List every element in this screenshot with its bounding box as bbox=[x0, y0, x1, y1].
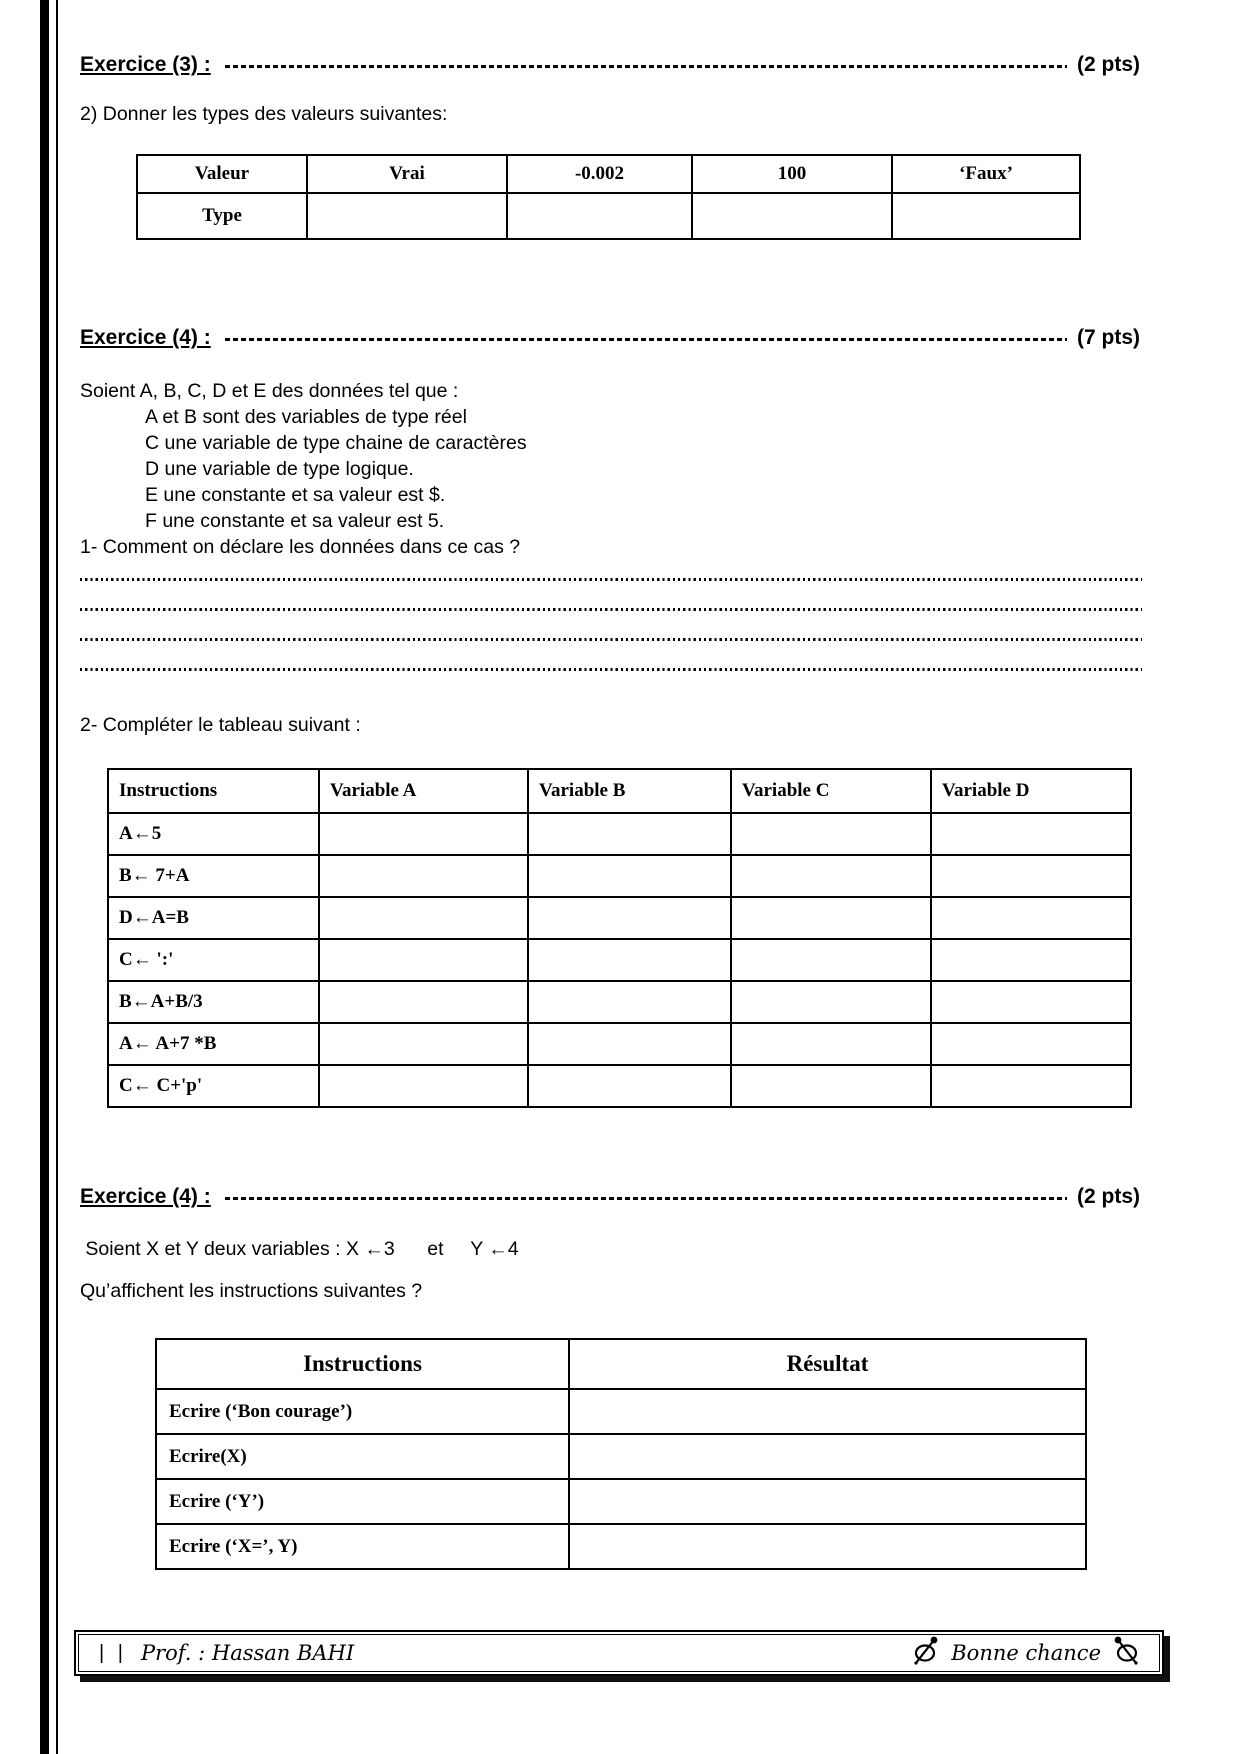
exercise-3-points: (2 pts) bbox=[1077, 53, 1140, 76]
table-row bbox=[156, 1434, 1086, 1479]
instruction-cell: C← ':' bbox=[108, 939, 319, 981]
instruction-cell: Ecrire(X) bbox=[156, 1434, 569, 1479]
instructions-variables-table bbox=[107, 768, 1132, 1108]
answer-cell bbox=[731, 813, 931, 855]
good-luck-text: Bonne chance bbox=[951, 1641, 1101, 1665]
exercise-3-header bbox=[80, 53, 1140, 77]
answer-dotted-line bbox=[80, 608, 1142, 611]
professor-name: Prof. : Hassan BAHI bbox=[140, 1641, 355, 1665]
answer-cell bbox=[931, 855, 1131, 897]
answer-cell bbox=[528, 1023, 731, 1065]
header-cell: 100 bbox=[692, 155, 892, 193]
ex4a-item: A et B sont des variables de type réel bbox=[145, 406, 467, 428]
answer-cell bbox=[931, 1065, 1131, 1107]
dash-separator bbox=[225, 65, 1067, 68]
answer-cell bbox=[319, 981, 528, 1023]
table-row bbox=[156, 1524, 1086, 1569]
exercise-4b-points: (2 pts) bbox=[1077, 1185, 1140, 1208]
footer-box bbox=[74, 1630, 1164, 1676]
exercise-3-title: Exercice (3) : bbox=[80, 53, 211, 76]
instruction-cell: Ecrire (‘Bon courage’) bbox=[156, 1389, 569, 1434]
answer-cell bbox=[319, 1065, 528, 1107]
table-row bbox=[108, 1065, 1131, 1107]
header-cell: Variable A bbox=[319, 769, 528, 813]
ex4a-item: D une variable de type logique. bbox=[145, 458, 414, 480]
header-cell: -0.002 bbox=[507, 155, 692, 193]
values-types-table bbox=[136, 154, 1081, 240]
dash-separator bbox=[225, 1197, 1067, 1200]
answer-cell bbox=[528, 855, 731, 897]
answer-cell bbox=[319, 939, 528, 981]
answer-cell bbox=[931, 939, 1131, 981]
answer-cell bbox=[528, 813, 731, 855]
instruction-cell: A← A+7 *B bbox=[108, 1023, 319, 1065]
answer-cell bbox=[569, 1434, 1086, 1479]
header-cell: Résultat bbox=[569, 1339, 1086, 1389]
table-row bbox=[137, 193, 1080, 239]
answer-cell bbox=[731, 981, 931, 1023]
ex4a-question-2: 2- Compléter le tableau suivant : bbox=[80, 714, 361, 736]
exercise-4a-points: (7 pts) bbox=[1077, 326, 1140, 349]
header-cell: Instructions bbox=[108, 769, 319, 813]
ex4a-item: E une constante et sa valeur est $. bbox=[145, 484, 446, 506]
table-row bbox=[156, 1479, 1086, 1524]
exercise-4a-header bbox=[80, 326, 1140, 350]
table-row bbox=[108, 981, 1131, 1023]
answer-cell bbox=[931, 981, 1131, 1023]
answer-dotted-line bbox=[80, 578, 1142, 581]
answer-cell bbox=[507, 193, 692, 239]
answer-cell bbox=[692, 193, 892, 239]
ex3-question: 2) Donner les types des valeurs suivantes: bbox=[80, 103, 448, 125]
answer-cell bbox=[569, 1524, 1086, 1569]
answer-dotted-line bbox=[80, 638, 1142, 641]
answer-cell bbox=[892, 193, 1080, 239]
dash-separator bbox=[225, 338, 1067, 341]
answer-cell bbox=[569, 1479, 1086, 1524]
header-cell: ‘Faux’ bbox=[892, 155, 1080, 193]
left-margin-rule-thick bbox=[40, 0, 49, 1754]
table-row bbox=[108, 769, 1131, 813]
header-cell: Valeur bbox=[137, 155, 307, 193]
ex4a-item: C une variable de type chaine de caractères bbox=[145, 432, 527, 454]
instruction-cell: C← C+'p' bbox=[108, 1065, 319, 1107]
answer-cell bbox=[528, 939, 731, 981]
table-row bbox=[156, 1339, 1086, 1389]
table-row bbox=[156, 1389, 1086, 1434]
left-margin-rule-thin bbox=[56, 0, 58, 1754]
instruction-cell: Ecrire (‘X=’, Y) bbox=[156, 1524, 569, 1569]
ornament-icon bbox=[913, 1636, 939, 1671]
ex4a-question-1: 1- Comment on déclare les données dans ce cas ? bbox=[80, 536, 521, 558]
table-row bbox=[108, 1023, 1131, 1065]
ex4b-question: Qu’affichent les instructions suivantes ? bbox=[80, 1280, 423, 1302]
exercise-4b-title: Exercice (4) : bbox=[80, 1185, 211, 1208]
header-cell: Variable C bbox=[731, 769, 931, 813]
answer-cell bbox=[319, 1023, 528, 1065]
instruction-cell: Ecrire (‘Y’) bbox=[156, 1479, 569, 1524]
instruction-cell: B← 7+A bbox=[108, 855, 319, 897]
answer-dotted-line bbox=[80, 668, 1142, 671]
table-row bbox=[108, 855, 1131, 897]
answer-cell bbox=[731, 855, 931, 897]
answer-cell bbox=[731, 897, 931, 939]
ex4a-item: F une constante et sa valeur est 5. bbox=[145, 510, 445, 532]
answer-cell bbox=[319, 813, 528, 855]
exercise-4b-header bbox=[80, 1185, 1140, 1209]
answer-cell bbox=[319, 897, 528, 939]
answer-cell bbox=[931, 1023, 1131, 1065]
answer-cell bbox=[528, 981, 731, 1023]
answer-cell bbox=[731, 1065, 931, 1107]
exercise-4a-title: Exercice (4) : bbox=[80, 326, 211, 349]
table-row bbox=[108, 897, 1131, 939]
header-cell: Vrai bbox=[307, 155, 507, 193]
row-label-cell: Type bbox=[137, 193, 307, 239]
header-cell: Instructions bbox=[156, 1339, 569, 1389]
footer-inner-border bbox=[78, 1634, 1160, 1672]
ornament-icon bbox=[1113, 1636, 1139, 1671]
answer-cell bbox=[569, 1389, 1086, 1434]
answer-cell bbox=[731, 1023, 931, 1065]
header-cell: Variable B bbox=[528, 769, 731, 813]
answer-cell bbox=[528, 1065, 731, 1107]
answer-cell bbox=[307, 193, 507, 239]
instruction-cell: A←5 bbox=[108, 813, 319, 855]
instruction-cell: D←A=B bbox=[108, 897, 319, 939]
answer-cell bbox=[528, 897, 731, 939]
header-cell: Variable D bbox=[931, 769, 1131, 813]
answer-cell bbox=[931, 897, 1131, 939]
table-row bbox=[137, 155, 1080, 193]
answer-cell bbox=[931, 813, 1131, 855]
table-row bbox=[108, 813, 1131, 855]
ex4b-variables-line: Soient X et Y deux variables : X ←3 et Y ←4 bbox=[80, 1238, 519, 1260]
answer-cell bbox=[731, 939, 931, 981]
table-row bbox=[108, 939, 1131, 981]
footer-bars: | | bbox=[99, 1641, 127, 1664]
answer-cell bbox=[319, 855, 528, 897]
ex4a-intro: Soient A, B, C, D et E des données tel que : bbox=[80, 380, 459, 402]
instructions-result-table bbox=[155, 1338, 1087, 1570]
instruction-cell: B←A+B/3 bbox=[108, 981, 319, 1023]
